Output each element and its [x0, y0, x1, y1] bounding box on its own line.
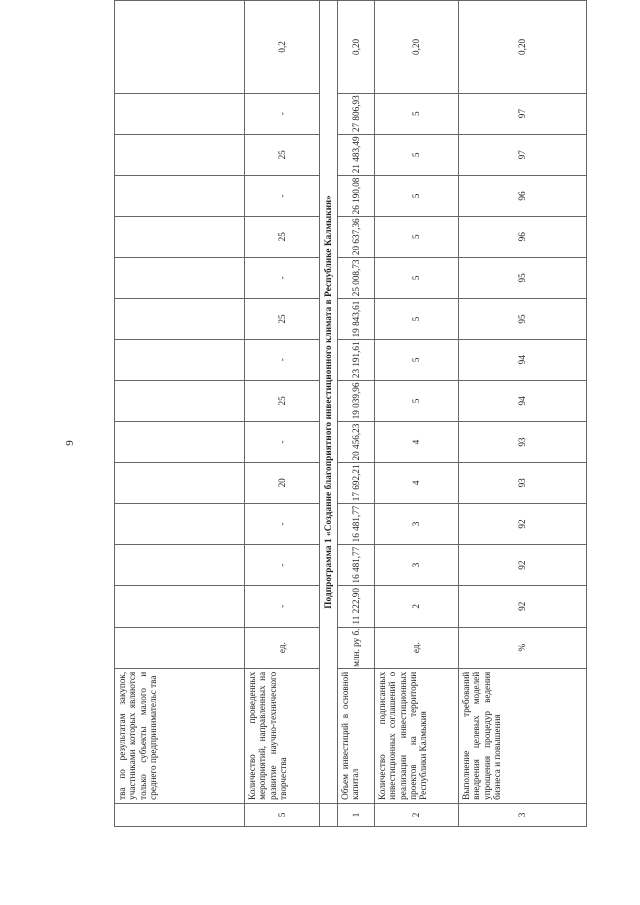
value-cell: 25 [245, 380, 320, 422]
value-cell: 5 [375, 134, 459, 176]
value-cell: 25 [245, 299, 320, 340]
value-cell: - [245, 257, 320, 299]
value-cell: 92 [459, 503, 587, 545]
value-cell: 0,20 [459, 1, 587, 94]
value-cell: 16 481,77 [338, 503, 375, 545]
value-cell: 93 [459, 462, 587, 503]
row-number [115, 803, 245, 826]
value-cell: 20 456,23 [338, 422, 375, 463]
value-cell: 16 481,77 [338, 545, 375, 586]
row-number: 2 [375, 803, 459, 826]
value-cell: 5 [375, 216, 459, 257]
value-cell [115, 585, 245, 627]
row-number: 1 [338, 803, 375, 826]
value-cell: 5 [375, 176, 459, 217]
value-cell [115, 462, 245, 503]
table-row [245, 1, 320, 827]
value-cell: - [245, 422, 320, 463]
indicator-name: Объем инвестиций в основной капитал [338, 668, 375, 803]
value-cell [115, 422, 245, 463]
value-cell [115, 176, 245, 217]
value-cell: 26 190,08 [338, 176, 375, 217]
indicator-name: тва по результатам закупок, участниками которых являются только субъекты малого и среднего предпринимательс тва [115, 668, 245, 803]
value-cell: 21 483,49 [338, 134, 375, 176]
value-cell: 5 [375, 339, 459, 380]
value-cell: 17 692,21 [338, 462, 375, 503]
value-cell: - [245, 545, 320, 586]
value-cell: - [245, 176, 320, 217]
value-cell: 92 [459, 585, 587, 627]
value-cell: 96 [459, 216, 587, 257]
value-cell: 0,2 [245, 1, 320, 94]
value-cell [115, 503, 245, 545]
subprogram-row [320, 1, 338, 827]
indicator-name: Количество проведенных мероприятий, направленных на развитие научно-технического творчества [245, 668, 320, 803]
value-cell: 23 191,61 [338, 339, 375, 380]
indicator-name: Количество подписанных инвестиционных соглашений о реализации инвестиционных проектов на территории Республики Калмыкия [375, 668, 459, 803]
value-cell: 95 [459, 299, 587, 340]
value-cell: 93 [459, 422, 587, 463]
page-number: 9 [64, 440, 76, 446]
value-cell: 20 637,36 [338, 216, 375, 257]
value-cell: 4 [375, 422, 459, 463]
value-cell: - [245, 585, 320, 627]
value-cell: 3 [375, 545, 459, 586]
value-cell: 0,20 [375, 1, 459, 94]
value-cell: 11 222,90 [338, 585, 375, 627]
table-row [459, 1, 587, 827]
value-cell: 94 [459, 339, 587, 380]
unit-cell: ед. [245, 627, 320, 668]
value-cell: 25 008,73 [338, 257, 375, 299]
value-cell: - [245, 503, 320, 545]
value-cell: - [245, 93, 320, 134]
table-row [338, 1, 375, 827]
value-cell: 92 [459, 545, 587, 586]
value-cell [115, 257, 245, 299]
row-number: 3 [459, 803, 587, 826]
subprogram-title: Подпрограмма 1 «Создание благоприятного инвестиционного климата в Республике Калмыкия» [320, 1, 338, 804]
value-cell: 4 [375, 462, 459, 503]
value-cell: 25 [245, 216, 320, 257]
value-cell: 19 843,61 [338, 299, 375, 340]
value-cell: 5 [375, 380, 459, 422]
value-cell: - [245, 339, 320, 380]
value-cell: 5 [375, 257, 459, 299]
value-cell [115, 545, 245, 586]
value-cell: 2 [375, 585, 459, 627]
subprogram-blank [320, 803, 338, 826]
value-cell: 97 [459, 134, 587, 176]
row-number: 5 [245, 803, 320, 826]
value-cell: 5 [375, 93, 459, 134]
value-cell: 19 039,96 [338, 380, 375, 422]
value-cell [115, 216, 245, 257]
value-cell [115, 339, 245, 380]
value-cell: 96 [459, 176, 587, 217]
value-cell [115, 299, 245, 340]
unit-cell [115, 627, 245, 668]
indicators-table [114, 0, 587, 827]
value-cell: 20 [245, 462, 320, 503]
unit-cell: ед. [375, 627, 459, 668]
value-cell: 27 806,93 [338, 93, 375, 134]
indicator-name: Выполнение требований внедрения целевых моделей упрощения процедур ведения бизнеса и повышения [459, 668, 587, 803]
table-row [375, 1, 459, 827]
unit-cell: % [459, 627, 587, 668]
value-cell: 5 [375, 299, 459, 340]
value-cell: 97 [459, 93, 587, 134]
value-cell [115, 380, 245, 422]
unit-cell: млн. ру б. [338, 627, 375, 668]
value-cell: 94 [459, 380, 587, 422]
value-cell [115, 134, 245, 176]
value-cell: 0,20 [338, 1, 375, 94]
value-cell: 3 [375, 503, 459, 545]
table-row [115, 1, 245, 827]
value-cell [115, 93, 245, 134]
value-cell [115, 1, 245, 94]
value-cell: 95 [459, 257, 587, 299]
value-cell: 25 [245, 134, 320, 176]
